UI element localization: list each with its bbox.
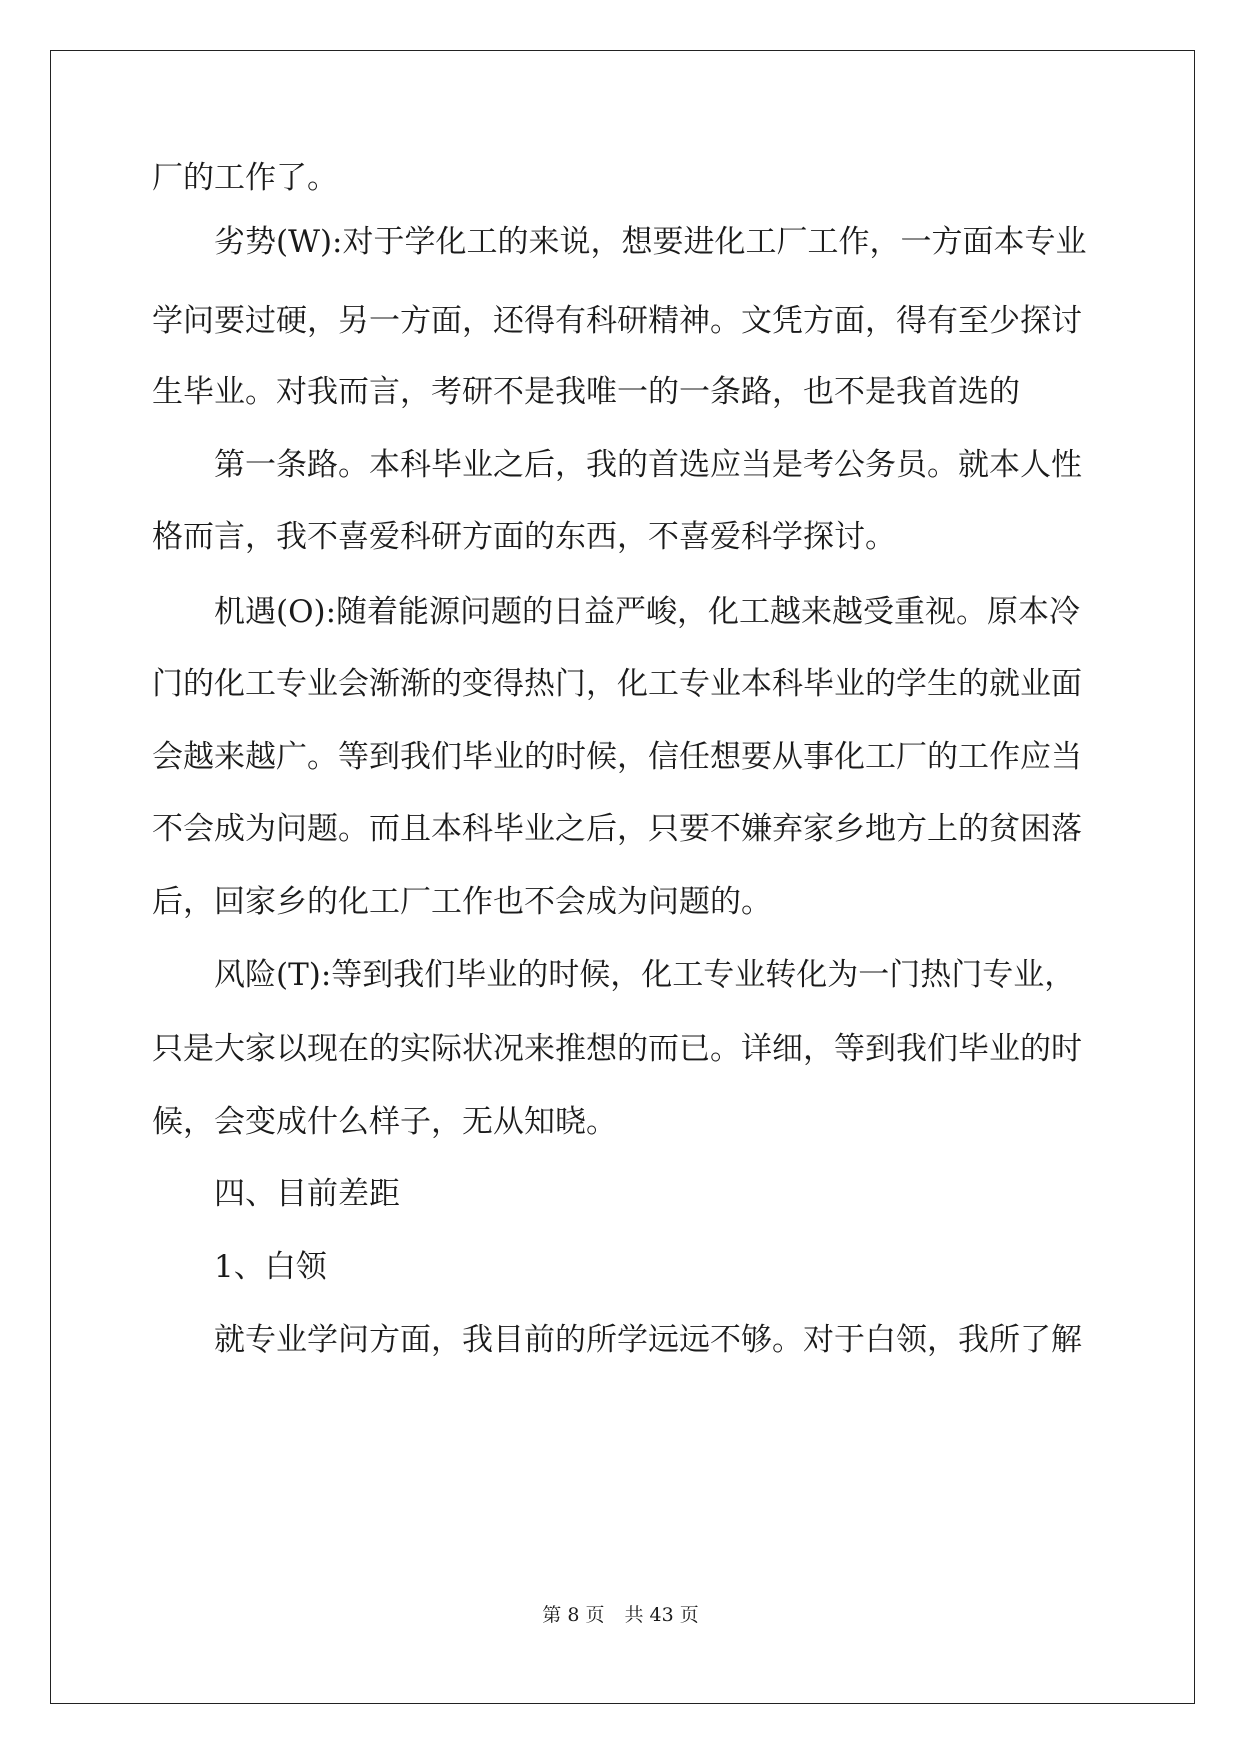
- body-line: 第一条路。本科毕业之后，我的首选应当是考公务员。就本人性: [214, 447, 1082, 483]
- section-heading: 四、目前差距: [214, 1176, 400, 1212]
- body-line: 学问要过硬，另一方面，还得有科研精神。文凭方面，得有至少探讨: [152, 303, 1082, 339]
- body-line: 不会成为问题。而且本科毕业之后，只要不嫌弃家乡地方上的贫困落: [152, 811, 1082, 847]
- body-line: 机遇(O):随着能源问题的日益严峻，化工越来越受重视。原本冷: [214, 594, 1081, 630]
- body-line: 会越来越广。等到我们毕业的时候，信任想要从事化工厂的工作应当: [152, 739, 1082, 775]
- page-border: [50, 50, 1195, 1704]
- body-line: 候，会变成什么样子，无从知晓。: [152, 1104, 617, 1140]
- body-line: 门的化工专业会渐渐的变得热门，化工专业本科毕业的学生的就业面: [152, 666, 1082, 702]
- body-line: 格而言，我不喜爱科研方面的东西，不喜爱科学探讨。: [152, 519, 896, 555]
- body-line: 后，回家乡的化工厂工作也不会成为问题的。: [152, 884, 772, 920]
- subsection-heading: 1、白领: [214, 1249, 327, 1285]
- body-line: 生毕业。对我而言，考研不是我唯一的一条路，也不是我首选的: [152, 374, 1020, 410]
- body-line: 劣势(W):对于学化工的来说，想要进化工厂工作，一方面本专业: [214, 224, 1087, 260]
- body-line: 风险(T):等到我们毕业的时候，化工专业转化为一门热门专业，: [214, 957, 1076, 993]
- page-total: 共 43 页: [624, 1604, 699, 1626]
- body-line: 只是大家以现在的实际状况来推想的而已。详细，等到我们毕业的时: [152, 1031, 1082, 1067]
- body-line: 就专业学问方面，我目前的所学远远不够。对于白领，我所了解: [214, 1322, 1082, 1358]
- body-line: 厂的工作了。: [152, 160, 338, 196]
- page-number: 第 8 页: [542, 1604, 605, 1626]
- page-footer: [0, 1603, 1241, 1627]
